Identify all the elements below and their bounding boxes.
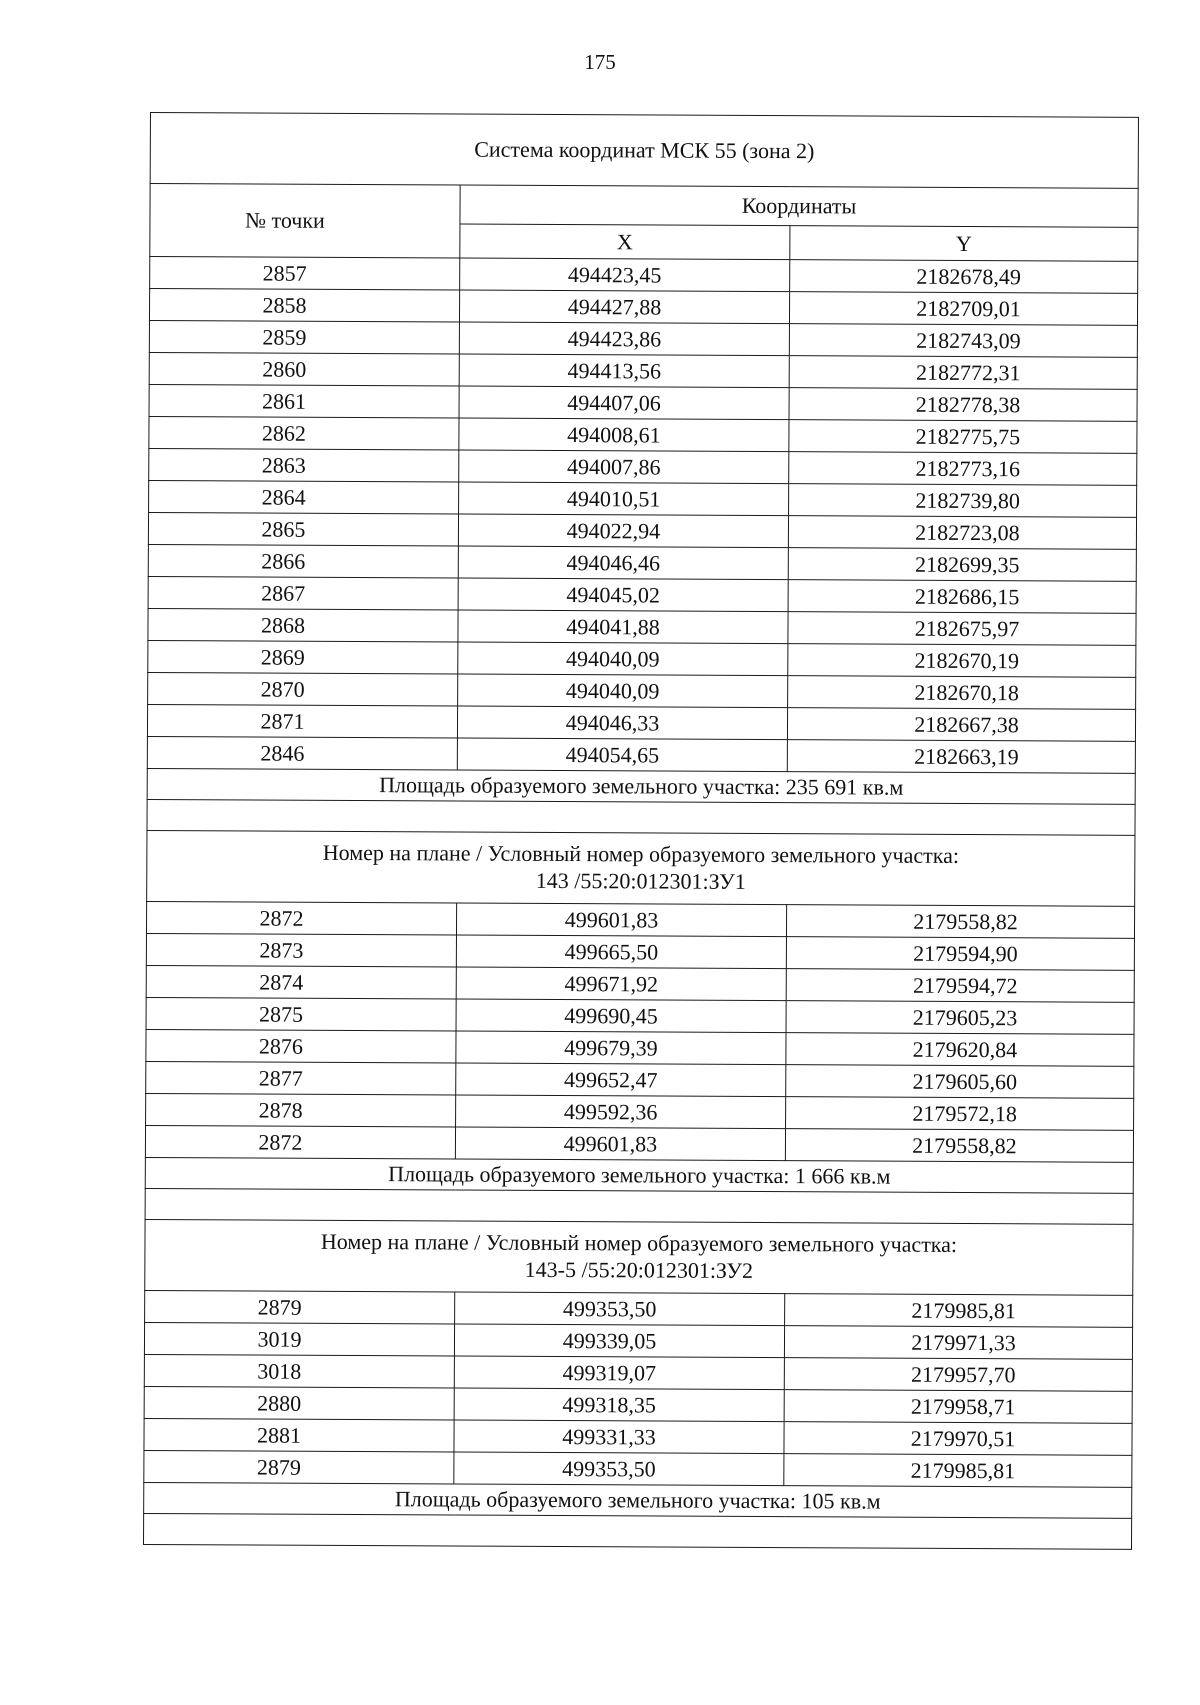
table-row (148, 544, 1136, 581)
y-coordinate-cell: 2182686,15 (788, 580, 1136, 614)
point-number-cell: 2872 (146, 901, 456, 935)
table-row (146, 1061, 1134, 1098)
table-row (148, 608, 1136, 645)
area-row (145, 1157, 1133, 1193)
point-number-cell: 2874 (146, 965, 456, 999)
table-row (144, 1322, 1132, 1359)
point-number-cell: 2866 (148, 544, 458, 578)
y-coordinate-cell: 2179971,33 (784, 1326, 1132, 1360)
table-row (147, 704, 1135, 741)
x-coordinate-cell: 499318,35 (454, 1388, 784, 1422)
point-number-cell: 2880 (144, 1386, 454, 1420)
y-coordinate-cell: 2179620,84 (786, 1033, 1134, 1067)
x-coordinate-cell: 499601,83 (456, 903, 786, 937)
plot-heading-line1: Номер на плане / Условный номер образуемого земельного участка: (322, 840, 960, 869)
table-row (149, 289, 1137, 326)
x-coordinate-cell: 499339,05 (454, 1324, 784, 1358)
point-number-cell: 2871 (147, 704, 457, 738)
y-coordinate-cell: 2182670,18 (788, 676, 1136, 710)
area-summary: Площадь образуемого земельного участка: 105 кв.м (144, 1482, 1132, 1518)
x-coordinate-cell: 499319,07 (454, 1356, 784, 1390)
x-coordinate-cell: 499690,45 (456, 999, 786, 1033)
table-row (149, 416, 1137, 453)
x-coordinate-cell: 499592,36 (456, 1095, 786, 1129)
plot-heading-line1: Номер на плане / Условный номер образуемого земельного участка: (320, 1229, 958, 1258)
y-coordinate-cell: 2179605,23 (786, 1001, 1134, 1035)
table-row (149, 448, 1137, 485)
empty-row (147, 799, 1135, 835)
x-coordinate-cell: 499665,50 (456, 935, 786, 969)
area-summary: Площадь образуемого земельного участка: 235 691 кв.м (147, 768, 1135, 804)
y-coordinate-cell: 2182670,19 (788, 644, 1136, 678)
x-coordinate-cell: 494423,45 (460, 258, 790, 292)
y-coordinate-cell: 2182739,80 (789, 484, 1137, 518)
area-summary: Площадь образуемого земельного участка: 1 666 кв.м (145, 1157, 1133, 1193)
point-number-cell: 2862 (149, 416, 459, 450)
point-number-cell: 2864 (149, 480, 459, 514)
table-row (149, 352, 1137, 389)
x-coordinate-cell: 494041,88 (458, 610, 788, 644)
table-row (147, 736, 1135, 773)
table-row (148, 640, 1136, 677)
point-number-cell: 2846 (147, 736, 457, 770)
table-row (146, 1093, 1134, 1130)
table-row (145, 1290, 1133, 1327)
point-number-cell: 2868 (148, 608, 458, 642)
table-row (145, 1125, 1133, 1162)
point-number-cell: 2863 (149, 448, 459, 482)
x-coordinate-cell: 494046,33 (457, 706, 787, 740)
table-row (146, 965, 1134, 1002)
y-coordinate-cell: 2182678,49 (790, 260, 1138, 294)
x-coordinate-cell: 499652,47 (456, 1063, 786, 1097)
point-number-cell: 2879 (145, 1290, 455, 1324)
point-number-cell: 2858 (149, 289, 459, 323)
empty-cell (145, 1188, 1133, 1224)
plot-heading (147, 830, 1135, 906)
area-row (144, 1482, 1132, 1518)
y-coordinate-cell: 2182699,35 (788, 548, 1136, 582)
page-number: 175 (584, 50, 616, 74)
x-coordinate-cell: 494045,02 (458, 578, 788, 612)
x-coordinate-cell: 499353,50 (455, 1292, 785, 1326)
x-coordinate-cell: 494008,61 (459, 418, 789, 452)
point-number-cell: 2875 (146, 997, 456, 1031)
point-number-cell: 2865 (148, 512, 458, 546)
point-number-cell: 2879 (144, 1450, 454, 1484)
table-row (144, 1450, 1132, 1487)
table-row (144, 1418, 1132, 1455)
x-coordinate-cell: 499353,50 (454, 1452, 784, 1486)
y-coordinate-cell: 2182773,16 (789, 452, 1137, 486)
x-coordinate-cell: 499671,92 (456, 967, 786, 1001)
plot-heading-line2: 143-5 /55:20:012301:ЗУ2 (524, 1256, 754, 1283)
y-coordinate-cell: 2179594,72 (786, 969, 1134, 1003)
coordinates-header: Координаты (460, 185, 1138, 227)
empty-row (143, 1513, 1131, 1549)
x-header: X (460, 224, 790, 260)
y-coordinate-cell: 2182675,97 (788, 612, 1136, 646)
table-title-row (150, 113, 1138, 189)
x-coordinate-cell: 494007,86 (459, 450, 789, 484)
y-coordinate-cell: 2179985,81 (785, 1294, 1133, 1328)
y-coordinate-cell: 2179558,82 (785, 1129, 1133, 1163)
x-coordinate-cell: 494040,09 (458, 674, 788, 708)
x-coordinate-cell: 499601,83 (455, 1127, 785, 1161)
x-coordinate-cell: 494427,88 (459, 290, 789, 324)
point-number-cell: 2867 (148, 576, 458, 610)
y-coordinate-cell: 2182667,38 (787, 708, 1135, 742)
point-number-cell: 3018 (144, 1354, 454, 1388)
x-coordinate-cell: 499331,33 (454, 1420, 784, 1454)
table-row (148, 672, 1136, 709)
table-row (146, 997, 1134, 1034)
table-row (146, 933, 1134, 970)
y-coordinate-cell: 2179958,71 (784, 1390, 1132, 1424)
point-number-cell: 2859 (149, 320, 459, 354)
table-row (144, 1354, 1132, 1391)
point-number-cell: 2872 (145, 1125, 455, 1159)
table-row (144, 1386, 1132, 1423)
plot-heading-row (147, 830, 1135, 906)
table-row (148, 576, 1136, 613)
y-coordinate-cell: 2179594,90 (786, 937, 1134, 971)
y-coordinate-cell: 2179985,81 (784, 1454, 1132, 1488)
point-number-cell: 2878 (146, 1093, 456, 1127)
header-row-1 (150, 184, 1138, 228)
table-row (148, 512, 1136, 549)
empty-cell (143, 1513, 1131, 1549)
plot-heading-row (145, 1219, 1133, 1295)
point-number-cell: 2861 (149, 384, 459, 418)
y-coordinate-cell: 2182709,01 (789, 292, 1137, 326)
x-coordinate-cell: 494010,51 (459, 482, 789, 516)
point-number-cell: 2870 (148, 672, 458, 706)
coordinate-system-title: Система координат МСК 55 (зона 2) (150, 113, 1138, 189)
y-coordinate-cell: 2182723,08 (788, 516, 1136, 550)
y-coordinate-cell: 2179558,82 (786, 905, 1134, 939)
point-number-cell: 2869 (148, 640, 458, 674)
point-number-header: № точки (150, 184, 460, 259)
y-coordinate-cell: 2182743,09 (789, 324, 1137, 358)
point-number-cell: 2873 (146, 933, 456, 967)
x-coordinate-cell: 494054,65 (457, 738, 787, 772)
table-row (149, 480, 1137, 517)
table-row (149, 384, 1137, 421)
coordinates-table (143, 112, 1139, 1550)
x-coordinate-cell: 499679,39 (456, 1031, 786, 1065)
point-number-cell: 2881 (144, 1418, 454, 1452)
empty-cell (147, 799, 1135, 835)
table-row (146, 1029, 1134, 1066)
plot-heading-line2: 143 /55:20:012301:ЗУ1 (535, 867, 746, 894)
x-coordinate-cell: 494407,06 (459, 386, 789, 420)
y-coordinate-cell: 2182778,38 (789, 388, 1137, 422)
y-coordinate-cell: 2179970,51 (784, 1422, 1132, 1456)
point-number-cell: 2860 (149, 352, 459, 386)
point-number-cell: 3019 (144, 1322, 454, 1356)
y-coordinate-cell: 2179572,18 (786, 1097, 1134, 1131)
x-coordinate-cell: 494022,94 (458, 514, 788, 548)
table-row (146, 901, 1134, 938)
table-row (150, 257, 1138, 294)
y-coordinate-cell: 2179957,70 (784, 1358, 1132, 1392)
point-number-cell: 2877 (146, 1061, 456, 1095)
y-coordinate-cell: 2182775,75 (789, 420, 1137, 454)
empty-row (145, 1188, 1133, 1224)
table-row (149, 320, 1137, 357)
y-coordinate-cell: 2182772,31 (789, 356, 1137, 390)
plot-heading (145, 1219, 1133, 1295)
y-coordinate-cell: 2182663,19 (787, 740, 1135, 774)
x-coordinate-cell: 494046,46 (458, 546, 788, 580)
x-coordinate-cell: 494413,56 (459, 354, 789, 388)
y-header: Y (790, 226, 1138, 262)
point-number-cell: 2876 (146, 1029, 456, 1063)
y-coordinate-cell: 2179605,60 (786, 1065, 1134, 1099)
x-coordinate-cell: 494040,09 (458, 642, 788, 676)
area-row (147, 768, 1135, 804)
x-coordinate-cell: 494423,86 (459, 322, 789, 356)
point-number-cell: 2857 (150, 257, 460, 291)
